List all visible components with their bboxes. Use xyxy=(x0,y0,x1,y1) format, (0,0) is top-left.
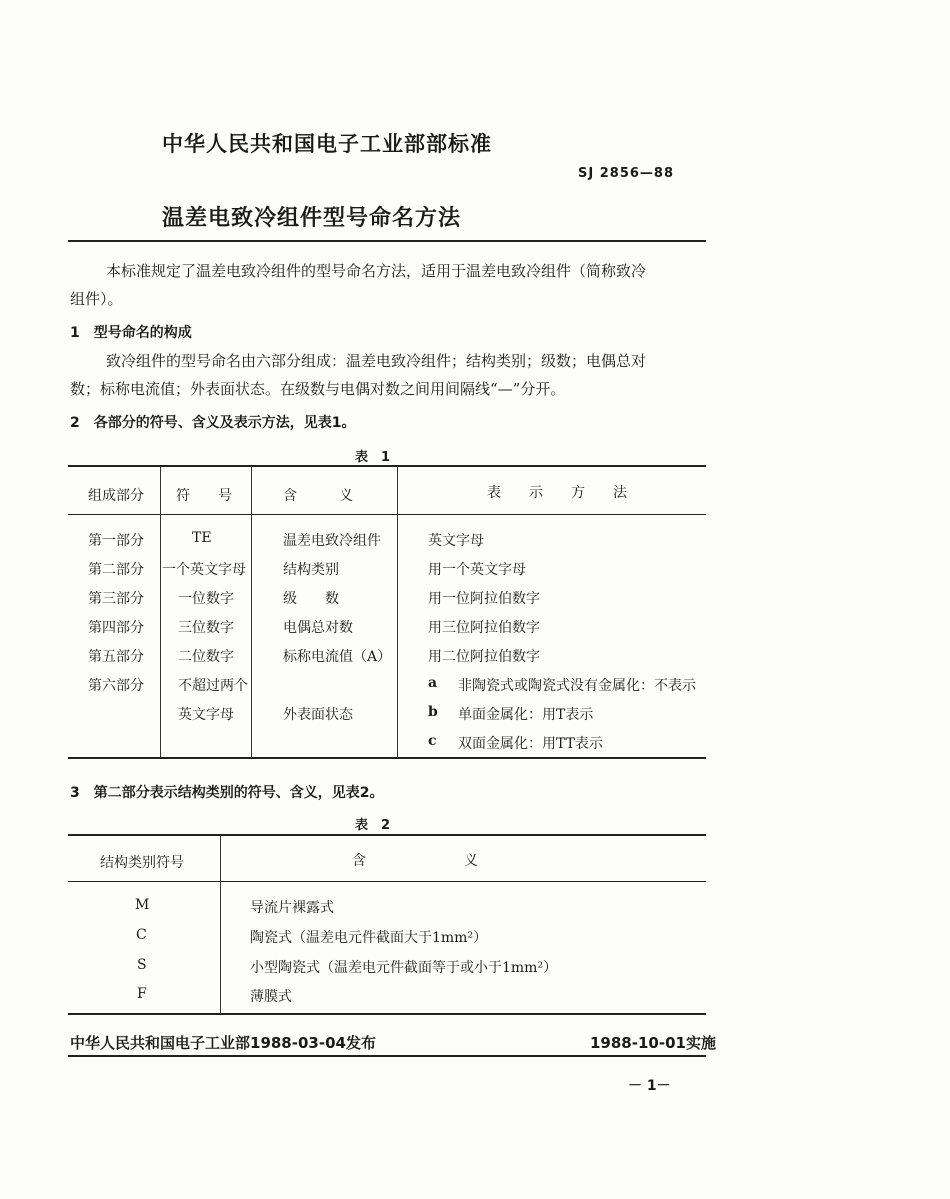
table-1-header-symbol: 符 号 xyxy=(176,488,232,504)
table-1-header-part: 组成部分 xyxy=(88,488,144,504)
page-number: － 1－ xyxy=(628,1078,671,1094)
table-1-header-rule xyxy=(68,514,706,515)
row-code: M xyxy=(135,897,150,913)
org-title: 中华人民共和国电子工业部部标准 xyxy=(162,132,492,156)
table-2-header-code: 结构类别符号 xyxy=(100,855,184,871)
table-1-header-method: 表 示 方 法 xyxy=(487,485,627,501)
section-2-heading: 2 各部分的符号、含义及表示方法，见表1。 xyxy=(70,415,356,431)
table-2-header-rule xyxy=(68,881,706,882)
row-code: F xyxy=(137,986,147,1002)
row-meaning: 温差电致冷组件 xyxy=(283,533,381,549)
table-1-divider xyxy=(397,467,398,757)
row-meaning: 标称电流值（A） xyxy=(283,649,392,665)
table-2-divider xyxy=(220,836,221,1013)
method-key-b: b xyxy=(428,704,438,720)
row-meaning: 外表面状态 xyxy=(283,707,353,723)
document-title: 温差电致冷组件型号命名方法 xyxy=(162,206,462,231)
intro-line-2: 组件）。 xyxy=(70,290,123,308)
row-meaning: 导流片裸露式 xyxy=(250,900,334,916)
table-1-header-meaning: 含 义 xyxy=(283,488,353,504)
row-method: 用三位阿拉伯数字 xyxy=(428,620,540,636)
standard-number: SJ 2856—88 xyxy=(578,166,674,181)
row-meaning: 陶瓷式（温差电元件截面大于1mm²） xyxy=(250,930,488,946)
row-method: 用一位阿拉伯数字 xyxy=(428,591,540,607)
row-part: 第一部分 xyxy=(88,533,144,549)
footer-rule xyxy=(68,1055,706,1057)
method-key-c: c xyxy=(428,733,437,749)
row-symbol: 不超过两个 xyxy=(178,678,248,694)
issued-statement: 中华人民共和国电子工业部1988-03-04发布 xyxy=(70,1034,376,1052)
table-2-bottom-rule xyxy=(68,1013,706,1015)
row-symbol: 三位数字 xyxy=(178,620,234,636)
table-2-caption: 表 2 xyxy=(355,818,391,833)
row-method: 英文字母 xyxy=(428,533,484,549)
table-1-top-rule xyxy=(68,465,706,467)
row-symbol-cont: 英文字母 xyxy=(178,707,234,723)
method-text-a: 非陶瓷式或陶瓷式没有金属化：不表示 xyxy=(458,678,696,694)
effective-date: 1988-10-01实施 xyxy=(590,1034,716,1052)
table-2-top-rule xyxy=(68,834,706,836)
row-symbol: TE xyxy=(192,530,212,546)
row-code: S xyxy=(137,957,147,973)
row-code: C xyxy=(136,927,147,943)
section-1-line-2: 数；标称电流值；外表面状态。在级数与电偶对数之间用间隔线“—”分开。 xyxy=(70,380,566,398)
intro-line-1: 本标准规定了温差电致冷组件的型号命名方法，适用于温差电致冷组件（简称致冷 xyxy=(106,262,647,280)
section-3-heading: 3 第二部分表示结构类别的符号、含义，见表2。 xyxy=(70,785,384,801)
row-method: 用一个英文字母 xyxy=(428,562,526,578)
row-part: 第三部分 xyxy=(88,591,144,607)
table-2-header-meaning: 含 义 xyxy=(352,853,478,869)
section-1-heading: 1 型号命名的构成 xyxy=(70,325,192,341)
table-1-bottom-rule xyxy=(68,757,706,759)
title-rule xyxy=(68,240,706,242)
method-text-b: 单面金属化：用T表示 xyxy=(458,707,594,723)
row-method: 用二位阿拉伯数字 xyxy=(428,649,540,665)
row-symbol: 二位数字 xyxy=(178,649,234,665)
row-meaning: 电偶总对数 xyxy=(283,620,353,636)
table-1-caption: 表 1 xyxy=(355,450,391,465)
row-part: 第六部分 xyxy=(88,678,144,694)
table-1-divider xyxy=(160,467,161,757)
row-part: 第二部分 xyxy=(88,562,144,578)
row-symbol: 一位数字 xyxy=(178,591,234,607)
row-symbol: 一个英文字母 xyxy=(162,562,246,578)
method-key-a: a xyxy=(428,675,438,691)
row-meaning: 薄膜式 xyxy=(250,989,292,1005)
row-part: 第四部分 xyxy=(88,620,144,636)
row-part: 第五部分 xyxy=(88,649,144,665)
row-meaning: 级 数 xyxy=(283,591,339,607)
method-text-c: 双面金属化：用TT表示 xyxy=(458,736,603,752)
row-meaning: 小型陶瓷式（温差电元件截面等于或小于1mm²） xyxy=(250,960,558,976)
table-1-divider xyxy=(251,467,252,757)
section-1-line-1: 致冷组件的型号命名由六部分组成：温差电致冷组件；结构类别；级数；电偶总对 xyxy=(106,352,647,370)
row-meaning: 结构类别 xyxy=(283,562,339,578)
